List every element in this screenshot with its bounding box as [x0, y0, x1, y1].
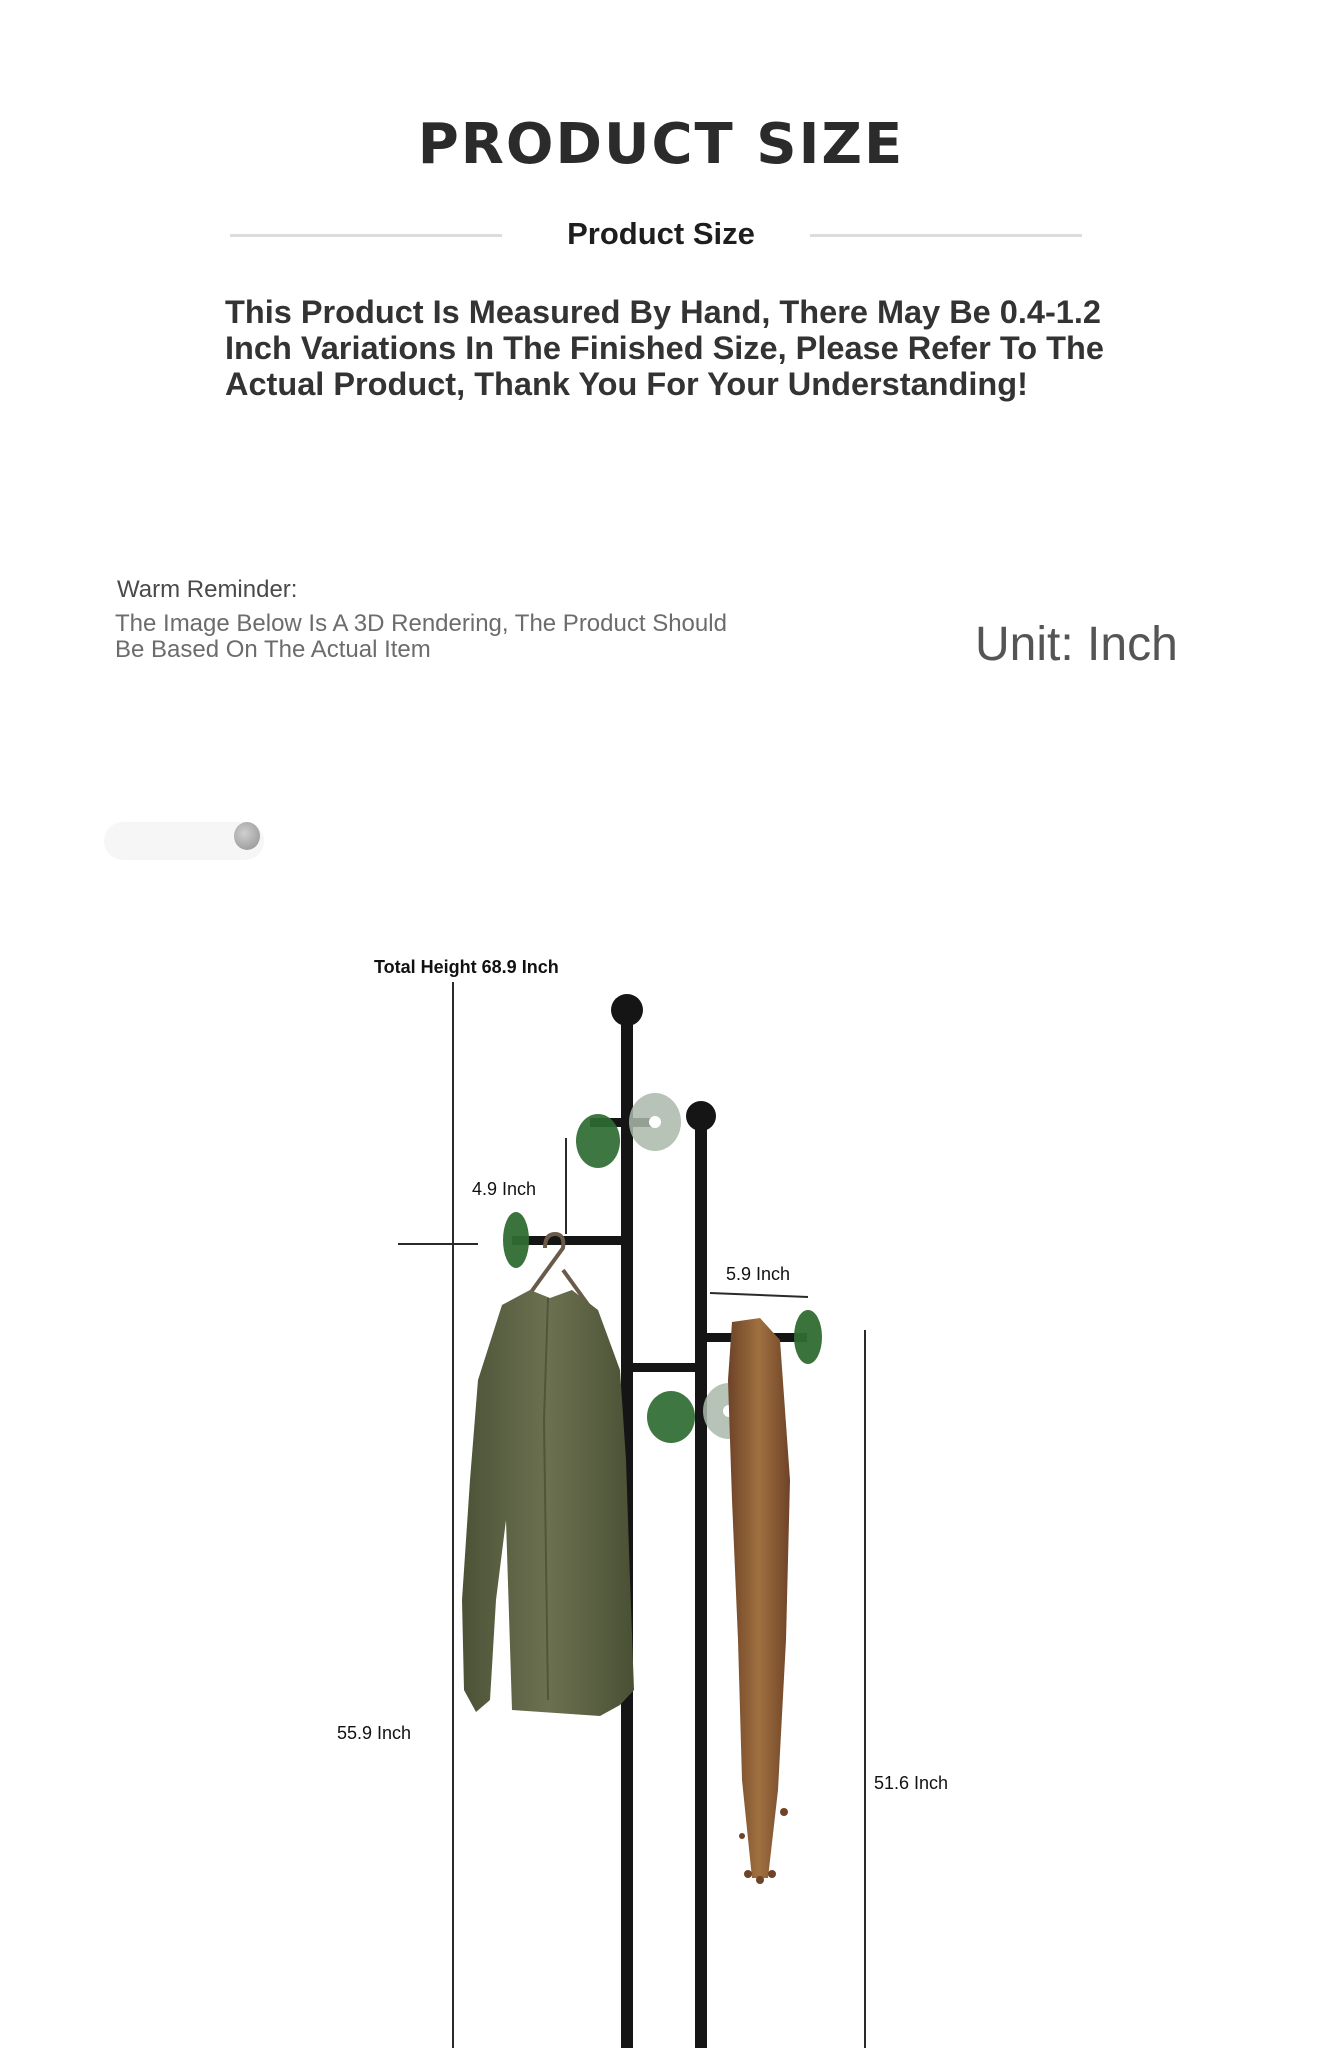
- cross-bar: [633, 1363, 695, 1372]
- hook-width-label: 4.9 Inch: [472, 1179, 537, 1199]
- branch-width-label: 5.9 Inch: [726, 1264, 791, 1284]
- reminder-body: The Image Below Is A 3D Rendering, The Product Should Be Based On The Actual Item: [115, 610, 727, 663]
- left-hook-green: [503, 1212, 529, 1268]
- total-height-label: Total Height 68.9 Inch: [374, 957, 559, 977]
- left-hook-arm: [512, 1236, 627, 1245]
- short-pole-ball: [686, 1101, 716, 1131]
- short-pole: [695, 1116, 707, 2048]
- section-subtitle: Product Size: [567, 216, 755, 251]
- branch-width-line: [710, 1293, 808, 1297]
- reminder-title: Warm Reminder:: [117, 576, 298, 603]
- unit-label: Unit: Inch: [975, 618, 1178, 671]
- scarf: [728, 1318, 790, 1878]
- page-title: PRODUCT SIZE: [417, 112, 905, 177]
- measurement-notice: This Product Is Measured By Hand, There May Be 0.4-1.2 Inch Variations In The Finished Size, Please Refer To The Actual Product, Thank You For Your Understanding!: [225, 294, 1104, 402]
- tall-pole-height-label: 55.9 Inch: [337, 1723, 412, 1743]
- lower-hook-green: [647, 1391, 695, 1443]
- right-hook-green: [794, 1310, 822, 1364]
- short-pole-height-label: 51.6 Inch: [874, 1773, 949, 1793]
- top-hook-green: [576, 1114, 620, 1168]
- tall-pole-ball: [611, 994, 643, 1026]
